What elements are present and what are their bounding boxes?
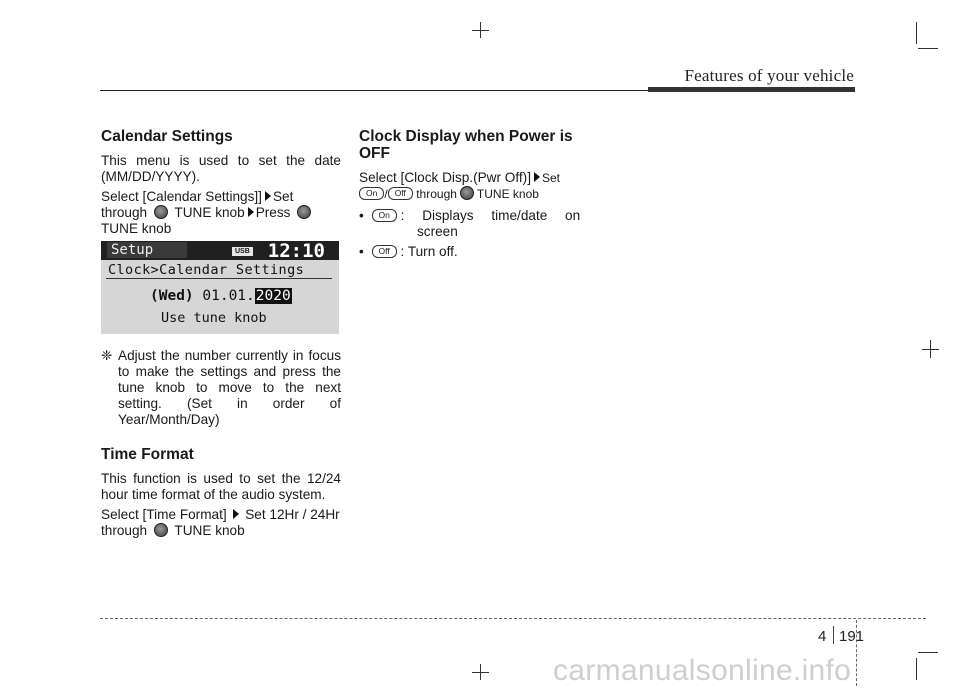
calendar-step-text: Press (255, 205, 291, 220)
bullet: • (359, 208, 364, 223)
on-option-text: : Displays time/date on (400, 208, 581, 223)
note-mark: ❈ (101, 348, 113, 363)
page-separator (833, 626, 834, 644)
crop-mark (918, 48, 938, 49)
usb-badge: USB (232, 247, 253, 256)
calendar-step-text: Select [Calendar Settings]] (101, 189, 262, 204)
clock-step-text: through (416, 187, 457, 201)
off-button-icon: Off (372, 245, 397, 258)
crop-mark (472, 30, 489, 31)
chapter-number: 4 (818, 628, 827, 645)
time-format-description: This function is used to set the 12/24 hour time format of the audio system. (101, 471, 341, 502)
clock-step-text: TUNE knob (476, 187, 539, 201)
tune-knob-icon (297, 205, 311, 219)
on-option-text: screen (417, 224, 458, 239)
screen-clock: 12:10 (267, 241, 325, 262)
screen-hint: Use tune knob (161, 310, 267, 326)
time-format-heading: Time Format (101, 446, 194, 463)
left-column (101, 128, 341, 237)
calendar-heading: Calendar Settings (101, 128, 233, 145)
calendar-step-text: through (101, 205, 148, 220)
calendar-step-text: TUNE knob (101, 221, 172, 236)
calendar-description: This menu is used to set the date (MM/DD/YYYY). (101, 153, 341, 184)
arrow-right-icon (265, 191, 271, 201)
crop-mark (918, 652, 938, 653)
calendar-step-text: TUNE knob (174, 205, 245, 220)
on-option (359, 208, 601, 240)
tune-knob-icon (460, 186, 474, 200)
watermark: carmanualsonline.info (553, 654, 852, 687)
screen-title: Setup (107, 242, 187, 258)
calendar-settings-screen (101, 241, 339, 334)
crop-mark (472, 672, 489, 673)
slash: / (384, 187, 388, 201)
off-option (359, 244, 601, 260)
tune-knob-icon (154, 205, 168, 219)
crop-mark (916, 22, 917, 44)
off-option-text: : Turn off. (400, 244, 458, 259)
clock-step-text: Set (541, 171, 560, 185)
header-bar (648, 87, 855, 92)
clock-display-heading: Clock Display when Power is OFF (359, 128, 573, 162)
time-format-step-text: Set 12Hr / 24Hr through (101, 507, 340, 538)
screen-date (150, 288, 292, 304)
arrow-right-icon (248, 207, 254, 217)
crop-mark (922, 349, 939, 350)
clock-step-text: Select [Clock Disp.(Pwr Off)] (359, 170, 531, 185)
calendar-note (101, 348, 341, 428)
clock-step-line (359, 187, 539, 201)
screen-day: (Wed) (150, 288, 194, 304)
crop-mark (916, 658, 917, 680)
calendar-steps (101, 189, 341, 237)
on-button-icon: On (372, 209, 397, 222)
clock-display-steps (359, 170, 601, 202)
calendar-step-text: Set (272, 189, 294, 204)
bullet: • (359, 244, 364, 259)
running-header: Features of your vehicle (684, 66, 854, 85)
footer-rule (100, 618, 926, 619)
on-button-icon: On (359, 187, 384, 200)
screen-divider (106, 278, 332, 279)
time-format-section (101, 446, 341, 539)
arrow-right-icon (233, 509, 239, 519)
screen-date-value: 01.01. (193, 288, 255, 304)
time-format-steps (101, 507, 341, 539)
tune-knob-icon (154, 523, 168, 537)
screen-year-selected: 2020 (255, 288, 291, 304)
right-column (359, 128, 601, 260)
note-text: Adjust the number currently in focus to make the settings and press the tune knob to move to the next setting. (Set in order of Year/Month/Day) (118, 348, 341, 427)
arrow-right-icon (534, 172, 540, 182)
screen-menu-path: Clock>Calendar Settings (108, 262, 305, 278)
off-button-icon: Off (388, 187, 413, 200)
header-rule (100, 90, 648, 91)
time-format-step-text: TUNE knob (174, 523, 245, 538)
time-format-step-text: Select [Time Format] (101, 507, 227, 522)
page-number: 191 (839, 628, 865, 645)
